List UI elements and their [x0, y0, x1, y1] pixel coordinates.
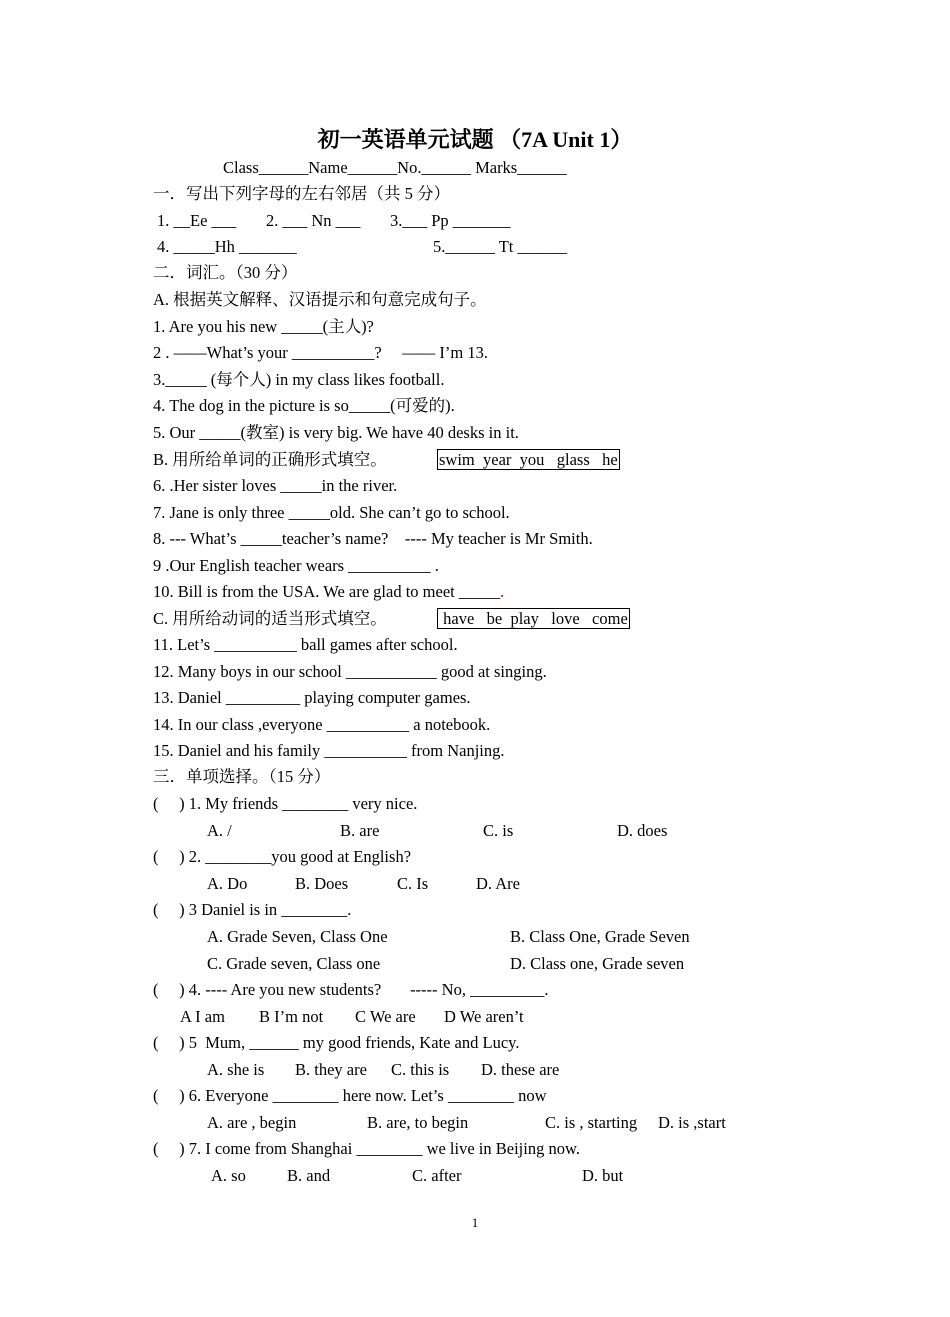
mc-q3-option-a: A. Grade Seven, Class One	[207, 927, 388, 946]
letter-item-4: 4. _____Hh _______	[157, 237, 297, 256]
verb-q11: 11. Let’s __________ ball games after school.	[153, 635, 458, 654]
mc-q3-option-b: B. Class One, Grade Seven	[510, 927, 690, 946]
mc-q5-option-d: D. these are	[481, 1060, 560, 1079]
mc-q1-option-c: C. is	[483, 821, 514, 840]
letter-item-3: 3.___ Pp _______	[390, 211, 511, 230]
part-b-wordbox	[437, 450, 620, 470]
mc-q2-stem: ( ) 2. ________you good at English?	[153, 847, 412, 866]
verb-q13: 13. Daniel _________ playing computer games.	[153, 688, 471, 707]
vocab-q6: 6. .Her sister loves _____in the river.	[153, 476, 398, 495]
page-title: 初一英语单元试题 （7A Unit 1）	[317, 127, 633, 152]
part-b-words: swim year you glass he	[439, 450, 618, 469]
vocab-q5: 5. Our _____(教室) is very big. We have 40 desks in it.	[153, 423, 519, 442]
part-c-intro: C. 用所给动词的适当形式填空。	[153, 609, 387, 628]
vocab-q10-text: 10. Bill is from the USA. We are glad to meet _____	[153, 582, 501, 601]
mc-q5-option-c: C. this is	[391, 1060, 450, 1079]
mc-q5-option-a: A. she is	[207, 1060, 265, 1079]
mc-q6-option-c: C. is , starting	[545, 1113, 638, 1132]
vocab-q9: 9 .Our English teacher wears __________ .	[153, 556, 439, 575]
mc-q6-option-d: D. is ,start	[658, 1113, 726, 1132]
mc-q2-option-a: A. Do	[207, 874, 248, 893]
vocab-q8: 8. --- What’s _____teacher’s name? ---- My teacher is Mr Smith.	[153, 529, 593, 548]
verb-q14: 14. In our class ,everyone __________ a notebook.	[153, 715, 491, 734]
mc-q7-option-b: B. and	[287, 1166, 331, 1185]
verb-q12: 12. Many boys in our school ___________ good at singing.	[153, 662, 547, 681]
section2-heading: 二．词汇。（30 分）	[153, 263, 298, 282]
mc-q6-stem: ( ) 6. Everyone ________ here now. Let’s ________ now	[153, 1086, 547, 1105]
mc-q2-option-d: D. Are	[476, 874, 520, 893]
mc-q6-option-b: B. are, to begin	[367, 1113, 469, 1132]
mc-q1-option-d: D. does	[617, 821, 668, 840]
vocab-q10	[153, 582, 504, 602]
mc-q2-option-c: C. Is	[397, 874, 429, 893]
mc-q4-option-c: C We are	[355, 1007, 416, 1026]
mc-q5-stem: ( ) 5 Mum, ______ my good friends, Kate and Lucy.	[153, 1033, 520, 1052]
mc-q1-option-b: B. are	[340, 821, 380, 840]
vocab-q4: 4. The dog in the picture is so_____(可爱的).	[153, 396, 455, 415]
mc-q7-option-a: A. so	[211, 1166, 246, 1185]
mc-q5-option-b: B. they are	[295, 1060, 367, 1079]
student-info-line: Class______Name______No.______ Marks______	[223, 158, 567, 177]
mc-q4-stem: ( ) 4. ---- Are you new students? ----- No, _________.	[153, 980, 549, 999]
part-c-words: have be play love come	[439, 609, 628, 628]
mc-q4-option-d: D We aren’t	[444, 1007, 524, 1026]
vocab-q2: 2 . ——What’s your __________? —— I’m 13.	[153, 343, 489, 362]
vocab-q7: 7. Jane is only three _____old. She can’t go to school.	[153, 503, 510, 522]
mc-q1-option-a: A. /	[207, 821, 232, 840]
vocab-q3: 3._____ (每个人) in my class likes football.	[153, 370, 445, 389]
mc-q7-stem: ( ) 7. I come from Shanghai ________ we live in Beijing now.	[153, 1139, 580, 1158]
letter-item-5: 5.______ Tt ______	[433, 237, 567, 256]
mc-q2-option-b: B. Does	[295, 874, 349, 893]
mc-q3-option-d: D. Class one, Grade seven	[510, 954, 685, 973]
section1-heading: 一．写出下列字母的左右邻居（共 5 分）	[153, 184, 450, 203]
vocab-q1: 1. Are you his new _____(主人)?	[153, 317, 374, 336]
mc-q7-option-c: C. after	[412, 1166, 462, 1185]
part-a-intro: A. 根据英文解释、汉语提示和句意完成句子。	[153, 290, 487, 309]
verb-q15: 15. Daniel and his family __________ from Nanjing.	[153, 741, 505, 760]
mc-q3-option-c: C. Grade seven, Class one	[207, 954, 381, 973]
mc-q4-option-b: B I’m not	[259, 1007, 324, 1026]
part-b-intro: B. 用所给单词的正确形式填空。	[153, 450, 387, 469]
part-c-wordbox	[437, 609, 630, 629]
mc-q3-stem: ( ) 3 Daniel is in ________.	[153, 900, 352, 919]
letter-item-2: 2. ___ Nn ___	[266, 211, 361, 230]
letter-item-1: 1. __Ee ___	[157, 211, 237, 230]
page-number: 1	[471, 1215, 479, 1230]
mc-q7-option-d: D. but	[582, 1166, 624, 1185]
mc-q4-option-a: A I am	[180, 1007, 225, 1026]
section3-heading: 三．单项选择。（15 分）	[153, 767, 331, 786]
mc-q6-option-a: A. are , begin	[207, 1113, 297, 1132]
mc-q1-stem: ( ) 1. My friends ________ very nice.	[153, 794, 418, 813]
vocab-q10-period: .	[500, 582, 505, 601]
